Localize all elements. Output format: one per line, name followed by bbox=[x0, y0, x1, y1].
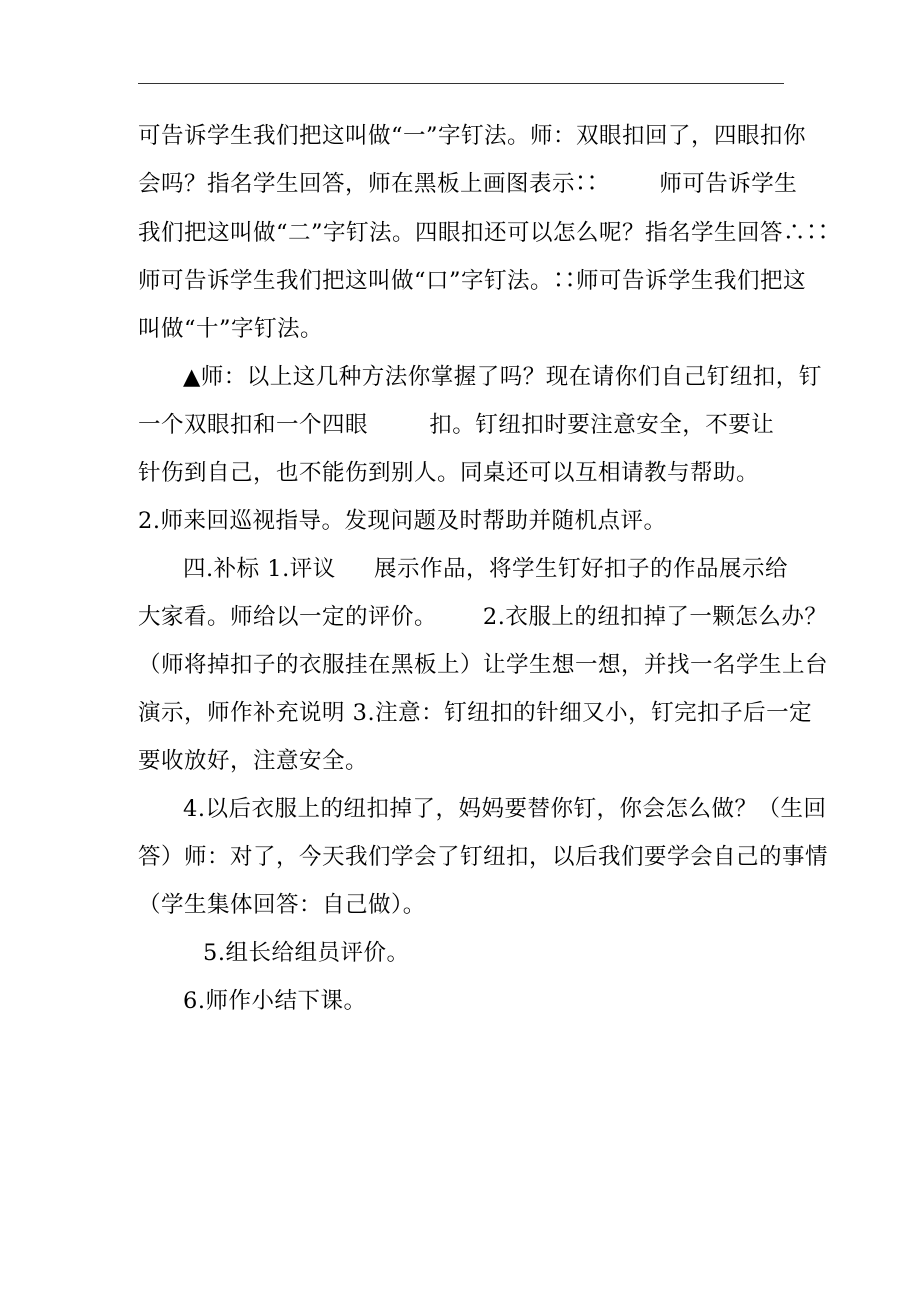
text-line: 2.师来回巡视指导。发现问题及时帮助并随机点评。 bbox=[138, 508, 667, 534]
text-line: 5.组长给组员评价。 bbox=[203, 940, 410, 966]
text-line: 4.以后衣服上的纽扣掉了，妈妈要替你钉，你会怎么做？（生回 bbox=[183, 796, 827, 822]
text-line: （学生集体回答：自己做）。 bbox=[138, 892, 426, 918]
text-line: 答）师：对了，今天我们学会了钉纽扣，以后我们要学会自己的事情 bbox=[138, 844, 829, 870]
text-line: 会吗？指名学生回答，师在黑板上画图表示∷ 师可告诉学生 bbox=[138, 171, 798, 197]
text-line: 师可告诉学生我们把这叫做“口”字钉法。∷师可告诉学生我们把这 bbox=[138, 268, 807, 294]
text-line: 要收放好，注意安全。 bbox=[138, 748, 369, 774]
text-line: 四.补标 1.评议 展示作品，将学生钉好扣子的作品展示给 bbox=[183, 556, 789, 582]
text-line: 我们把这叫做“二”字钉法。四眼扣还可以怎么呢？指名学生回答∴∷ bbox=[138, 220, 830, 246]
text-line: 叫做“十”字钉法。 bbox=[138, 316, 324, 342]
text-line: ▲师：以上这几种方法你掌握了吗？现在请你们自己钉纽扣，钉 bbox=[183, 364, 822, 390]
text-line: 针伤到自己，也不能伤到别人。同桌还可以互相请教与帮助。 bbox=[138, 460, 760, 486]
text-line: 演示，师作补充说明 3.注意：钉纽扣的针细又小，钉完扣子后一定 bbox=[138, 700, 813, 726]
header-rule bbox=[138, 83, 784, 84]
text-line: 大家看。师给以一定的评价。 2.衣服上的纽扣掉了一颗怎么办？ bbox=[138, 604, 828, 630]
text-line: 一个双眼扣和一个四眼 扣。钉纽扣时要注意安全，不要让 bbox=[138, 412, 775, 438]
text-line: （师将掉扣子的衣服挂在黑板上）让学生想一想，并找一名学生上台 bbox=[138, 652, 829, 678]
text-line: 6.师作小结下课。 bbox=[183, 988, 367, 1014]
text-line: 可告诉学生我们把这叫做“一”字钉法。师：双眼扣回了，四眼扣你 bbox=[138, 123, 807, 149]
